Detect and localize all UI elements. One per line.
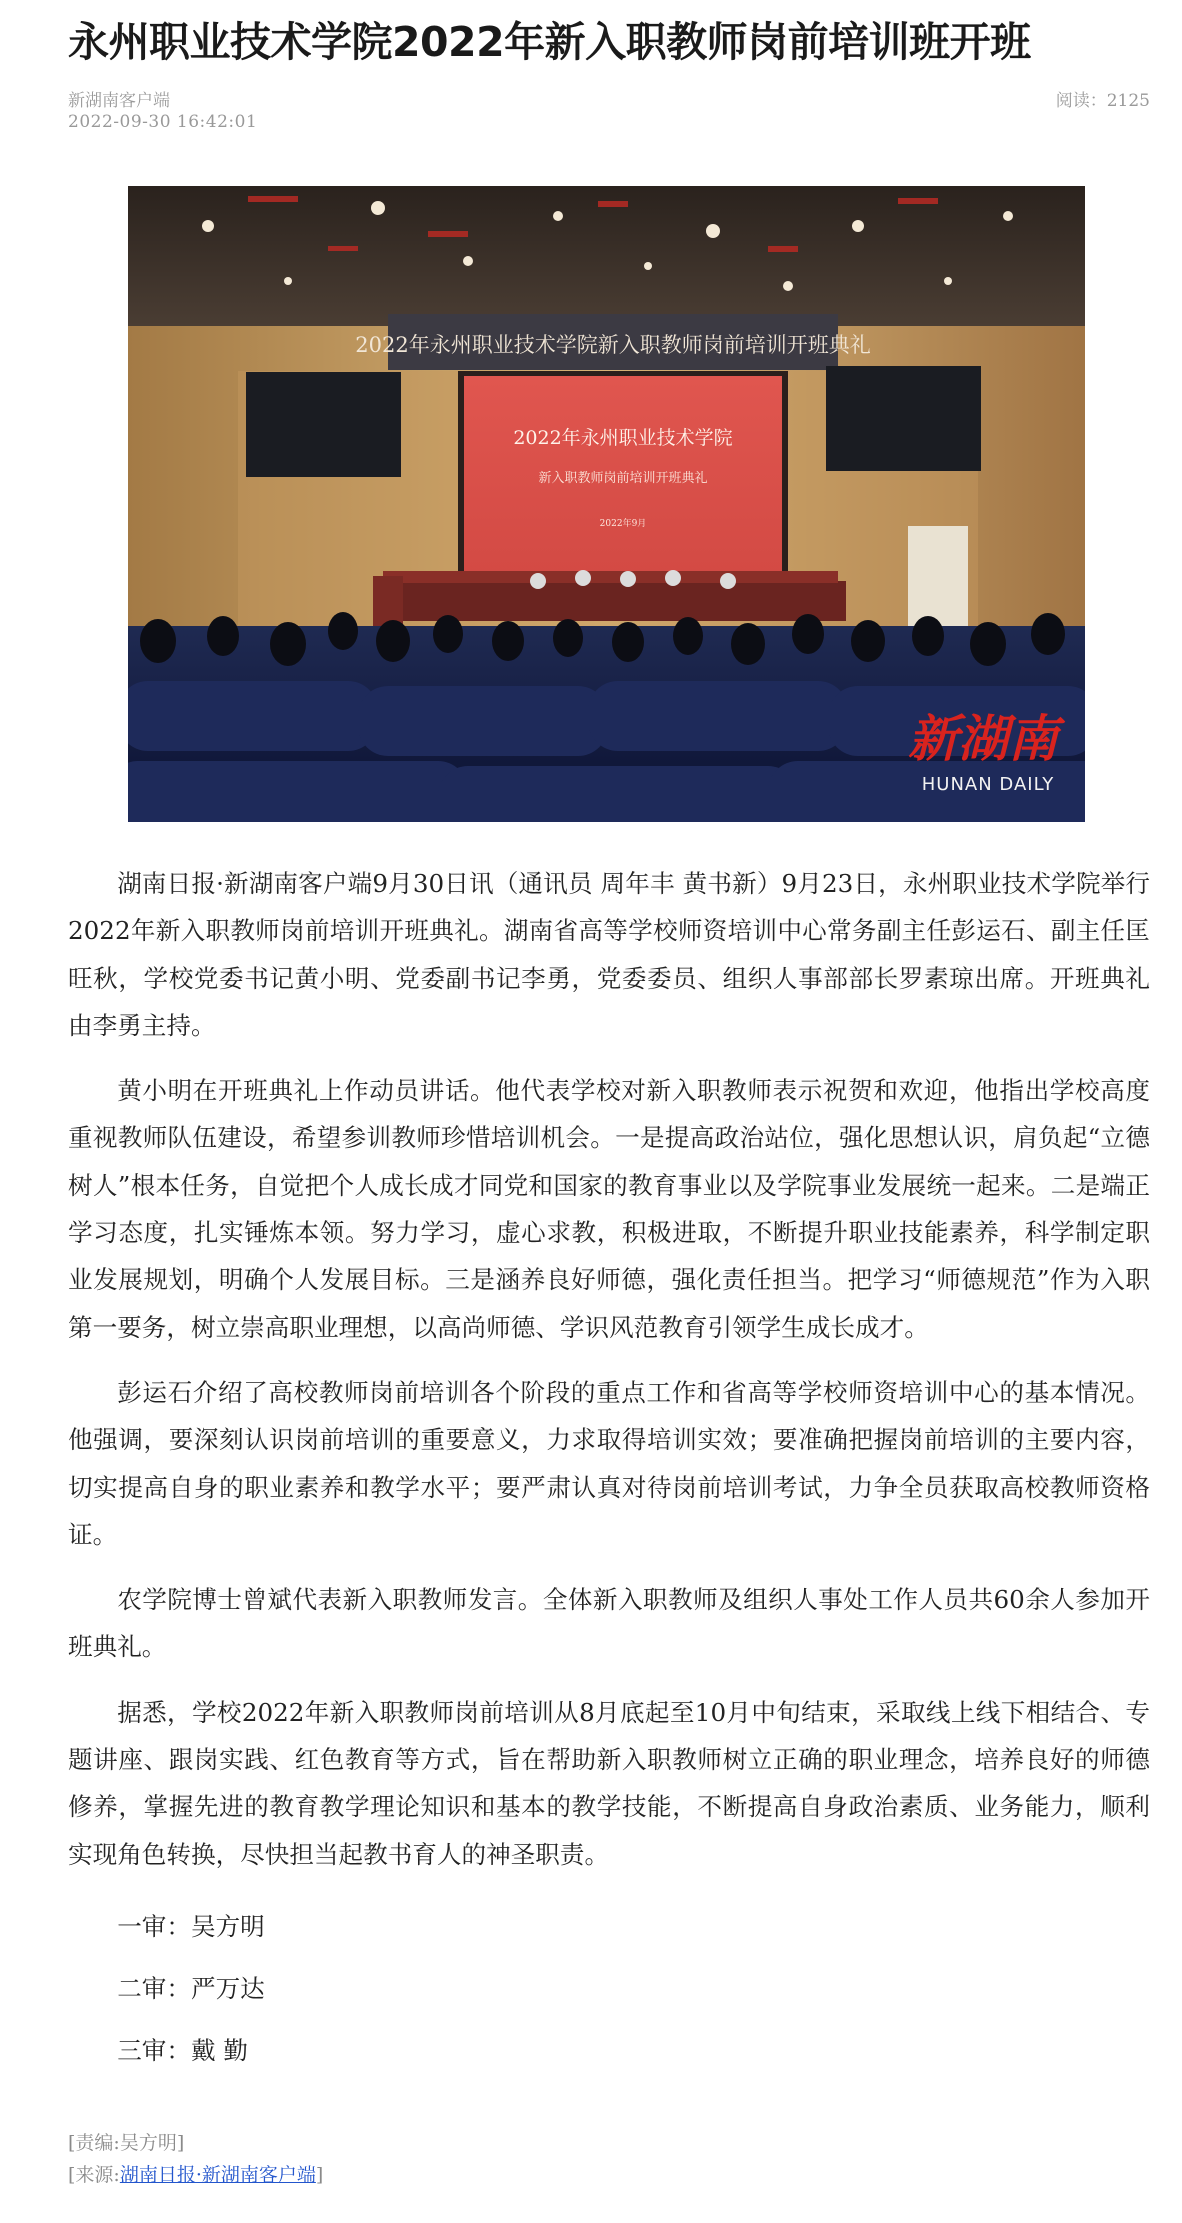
watermark-logo: 新湖南 [908, 709, 1058, 768]
read-count: 阅读：2125 [1055, 91, 1150, 111]
screen-subtitle: 新入职教师岗前培训开班典礼 [538, 471, 708, 486]
article-body [68, 860, 1150, 2082]
paragraph: 彭运石介绍了高校教师岗前培训各个阶段的重点工作和省高等学校师资培训中心的基本情况。他强调，要深刻认识岗前培训的重要意义，力求取得培训实效；要准确把握岗前培训的主要内容，切实提高自身的职业素养和教学水平；要严肃认真对待岗前培训考试，力争全员获取高校教师资格证。 [68, 1377, 1150, 1549]
paragraph: 黄小明在开班典礼上作动员讲话。他代表学校对新入职教师表示祝贺和欢迎，他指出学校高度重视教师队伍建设，希望参训教师珍惜培训机会。一是提高政治站位，强化思想认识，肩负起“立德树人”根本任务，自觉把个人成长成才同党和国家的教育事业以及学院事业发展统一起来。二是端正学习态度，扎实锤炼本领。努力学习，虚心求教，积极进取，不断提升职业技能素养，科学制定职业发展规划，明确个人发展目标。三是涵养良好师德，强化责任担当。把学习“师德规范”作为入职第一要务，树立崇高职业理想，以高尚师德、学识风范教育引领学生成长成才。 [68, 1076, 1150, 1342]
ceremony-banner: 2022年永州职业技术学院新入职教师岗前培训开班典礼 [355, 333, 871, 357]
ceremony-photo-illustration [128, 186, 1085, 822]
reviewer-third: 三审：戴 勤 [117, 2035, 248, 2065]
source-prefix: [来源: [68, 2164, 120, 2186]
reviewer-second: 二审：严万达 [117, 1973, 265, 2003]
reviewer-first: 一审：吴方明 [117, 1911, 265, 1941]
source-link[interactable]: 湖南日报·新湖南客户端 [119, 2164, 316, 2186]
source-credit [68, 2160, 323, 2187]
article-source[interactable]: 新湖南客户端 [68, 91, 170, 111]
watermark-en: HUNAN DAILY [921, 774, 1055, 795]
screen-title: 2022年永州职业技术学院 [513, 427, 733, 449]
paragraph: 湖南日报·新湖南客户端9月30日讯（通讯员 周年丰 黄书新）9月23日，永州职业技术学院举行2022年新入职教师岗前培训开班典礼。湖南省高等学校师资培训中心常务副主任彭运石、副主任匡旺秋，学校党委书记黄小明、党委副书记李勇，党委委员、组织人事部部长罗素琼出席。开班典礼由李勇主持。 [68, 869, 1150, 1040]
publish-time: 2022-09-30 16:42:01 [68, 112, 258, 132]
editor-credit: [责编:吴方明] [68, 2132, 185, 2154]
screen-date: 2022年9月 [599, 519, 647, 529]
paragraph: 农学院博士曾斌代表新入职教师发言。全体新入职教师及组织人事处工作人员共60余人参加开班典礼。 [68, 1585, 1150, 1662]
source-suffix: ] [315, 2164, 324, 2186]
article-title: 永州职业技术学院2022年新入职教师岗前培训班开班 [68, 18, 1031, 66]
article-photo[interactable] [128, 186, 1085, 822]
paragraph: 据悉，学校2022年新入职教师岗前培训从8月底起至10月中旬结束，采取线上线下相结合、专题讲座、跟岗实践、红色教育等方式，旨在帮助新入职教师树立正确的职业理念，培养良好的师德修养，掌握先进的教育教学理论知识和基本的教学技能，不断提高自身政治素质、业务能力，顺利实现角色转换，尽快担当起教书育人的神圣职责。 [68, 1697, 1150, 1869]
